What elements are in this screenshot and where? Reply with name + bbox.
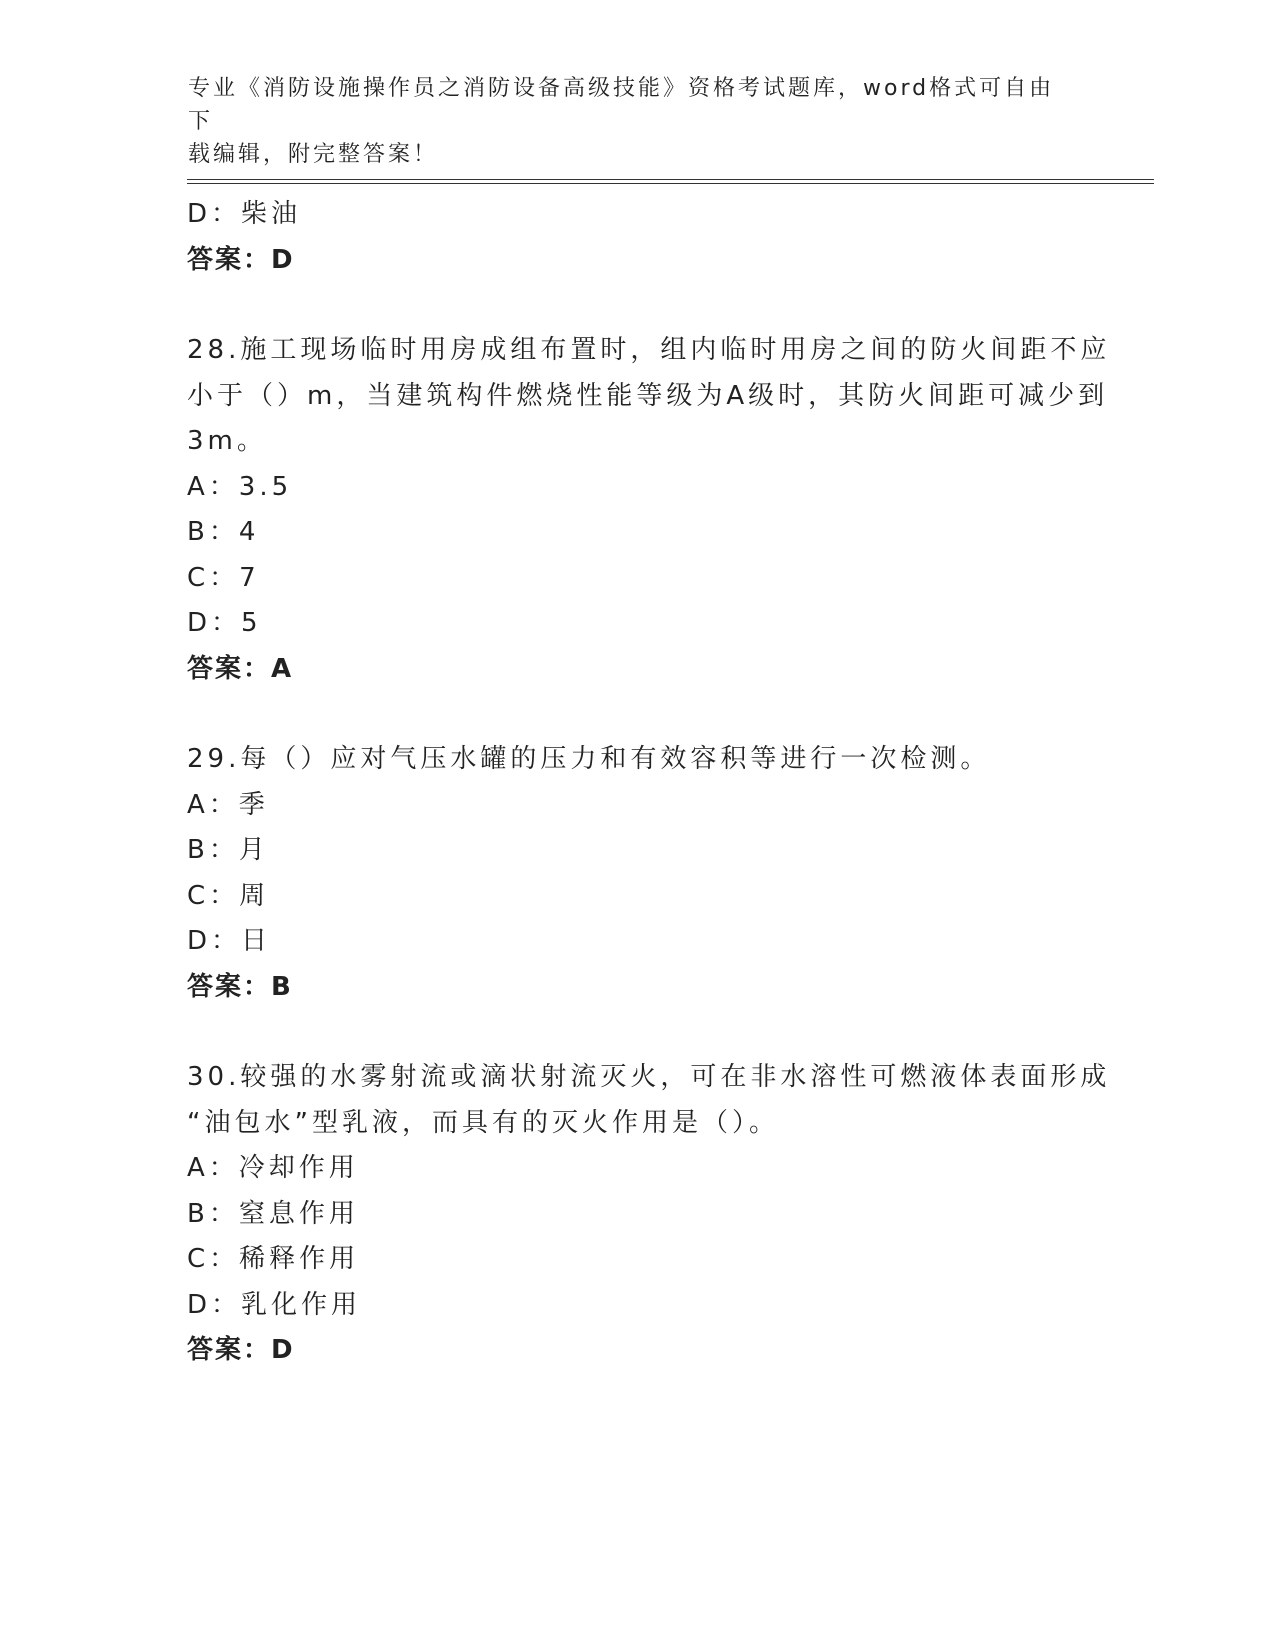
- option-b: B：窒息作用: [187, 1198, 359, 1229]
- option-a: A：季: [187, 789, 269, 820]
- option-c: C：周: [187, 880, 270, 911]
- option-d: D：柴油: [187, 199, 302, 229]
- previous-question-tail: [187, 192, 1087, 283]
- question-stem-line: 30.较强的水雾射流或滴状射流灭火，可在非水溶性可燃液体表面形成: [187, 1062, 1111, 1092]
- option-c: C：稀释作用: [187, 1244, 360, 1274]
- answer-line: 答案：D: [187, 244, 295, 275]
- question-28: [187, 328, 1111, 692]
- question-29: [187, 737, 1087, 1010]
- answer-line: 答案：D: [187, 1335, 295, 1365]
- header-line-2: 载编辑，附完整答案！: [188, 142, 439, 167]
- option-d: D：5: [187, 608, 262, 638]
- option-a: A：3.5: [187, 471, 293, 502]
- option-c: C：7: [187, 562, 260, 593]
- question-30: [187, 1055, 1111, 1374]
- document-header: [188, 72, 1078, 171]
- option-d: D：日: [187, 926, 272, 956]
- question-stem-line: 3m。: [187, 426, 267, 456]
- option-d: D：乳化作用: [187, 1289, 362, 1320]
- header-rule-bottom: [187, 183, 1154, 184]
- option-a: A：冷却作用: [187, 1153, 359, 1183]
- option-b: B：4: [187, 517, 260, 547]
- answer-line: 答案：A: [187, 653, 294, 684]
- question-stem-line: “油包水”型乳液，而具有的灭火作用是（）。: [187, 1107, 779, 1138]
- header-line-1: 专业《消防设施操作员之消防设备高级技能》资格考试题库，word格式可自由下: [188, 76, 1055, 134]
- question-stem-line: 29.每（）应对气压水罐的压力和有效容积等进行一次检测。: [187, 744, 991, 774]
- answer-line: 答案：B: [187, 971, 293, 1002]
- question-list: [187, 192, 1111, 1374]
- option-b: B：月: [187, 835, 269, 865]
- question-stem-line: 28.施工现场临时用房成组布置时，组内临时用房之间的防火间距不应: [187, 335, 1111, 365]
- header-rule-top: [187, 179, 1154, 180]
- question-stem-line: 小于（）m，当建筑构件燃烧性能等级为A级时，其防火间距可减少到: [187, 380, 1109, 411]
